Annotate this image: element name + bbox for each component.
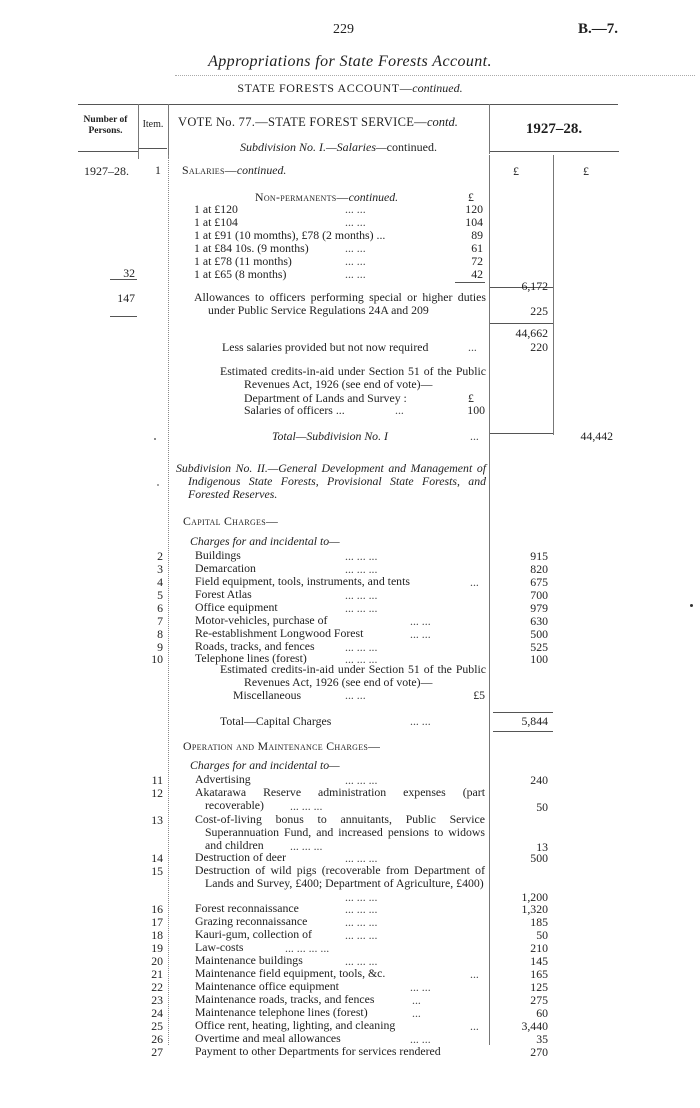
item-number: 24 xyxy=(151,1006,163,1020)
item-number: 7 xyxy=(157,614,163,628)
leader-dots: ... xyxy=(470,575,479,589)
leader-dots: ... ... ... xyxy=(345,851,378,865)
item-number: 9 xyxy=(157,640,163,654)
item-number: 14 xyxy=(151,851,163,865)
item-number: 21 xyxy=(151,967,163,981)
leader-dots: ... ... ... xyxy=(345,588,378,602)
year-label: 1927–28. xyxy=(84,164,129,178)
leader-dots: ... ... ... xyxy=(345,549,378,563)
subdivision-2-heading: Subdivision No. II.—General Development and Management of Indigenous State Forests, Provisional State Forests, and Forested Reserves. xyxy=(176,461,486,501)
salary-amount: 120 xyxy=(465,202,483,216)
leader-dots: ... xyxy=(468,340,477,354)
operation-charges-for: Charges for and incidental to— xyxy=(190,758,340,772)
line-item-label: Demarcation xyxy=(195,561,256,575)
item-number: 22 xyxy=(151,980,163,994)
line-item-amount: 35 xyxy=(536,1032,548,1046)
capital-total-label: Total—Capital Charges xyxy=(220,714,332,728)
leader-dots: ... xyxy=(470,967,479,981)
line-item-amount: 1,200 xyxy=(521,890,548,904)
total-subdivision-1-label: Total—Subdivision No. I xyxy=(272,429,388,443)
leader-dots: ... ... xyxy=(345,241,366,255)
capital-charges-heading: Capital Charges— xyxy=(183,514,279,528)
leader-dots: ... ... ... xyxy=(290,839,323,853)
item-number: 4 xyxy=(157,575,163,589)
line-item-label: Kauri-gum, collection of xyxy=(195,927,312,941)
line-item-amount: 165 xyxy=(530,967,548,981)
line-item-amount: 210 xyxy=(530,941,548,955)
salary-line: 1 at £65 (8 months) xyxy=(194,267,287,281)
leader-dots: ... ... ... xyxy=(345,652,378,666)
line-item-amount: 50 xyxy=(536,800,548,814)
item-number: 13 xyxy=(151,813,163,827)
persons-count: 32 xyxy=(123,266,135,280)
less-salaries-amount: 220 xyxy=(530,340,548,354)
line-item-label: Cost-of-living bonus to annuitants, Public Service Superannuation Fund, and increased pensions to widows and children xyxy=(195,812,485,852)
gross-amount: 44,662 xyxy=(515,326,548,340)
line-item-amount: 820 xyxy=(530,562,548,576)
persons-count: 147 xyxy=(117,291,135,305)
leader-dots: ... ... xyxy=(345,267,366,281)
leader-dots: ... ... ... xyxy=(345,915,378,929)
line-item-amount: 1,320 xyxy=(521,902,548,916)
line-item-label: Motor-vehicles, purchase of xyxy=(195,613,328,627)
line-item-label: Maintenance office equipment xyxy=(195,979,339,993)
line-item-amount: 500 xyxy=(530,627,548,641)
non-permanents-pound: £ xyxy=(468,190,474,204)
item-number: 17 xyxy=(151,915,163,929)
item-number: 8 xyxy=(157,627,163,641)
line-item-label: Akatarawa Reserve administration expenses (part recoverable) xyxy=(195,785,485,812)
less-salaries-line: Less salaries provided but not now required xyxy=(222,340,429,354)
item-number: 19 xyxy=(151,941,163,955)
salary-amount: 104 xyxy=(465,215,483,229)
leader-dots: ... ... xyxy=(410,627,431,641)
subtotal-amount: 6,172 xyxy=(521,279,548,293)
print-fleck xyxy=(157,484,159,486)
line-item-label: Forest Atlas xyxy=(195,587,252,601)
leader-dots: ... ... xyxy=(410,980,431,994)
item-number: 26 xyxy=(151,1032,163,1046)
allowances-amount: 225 xyxy=(530,304,548,318)
item-number: 11 xyxy=(151,773,163,787)
vote-heading: VOTE No. 77.—STATE FOREST SERVICE—contd. xyxy=(178,115,458,129)
line-item-amount: 3,440 xyxy=(521,1019,548,1033)
line-item-amount: 675 xyxy=(530,575,548,589)
leader-dots: ... ... xyxy=(345,215,366,229)
salary-line: 1 at £84 10s. (9 months) xyxy=(194,241,309,255)
leader-dots: ... ... ... ... xyxy=(285,941,330,955)
leader-dots: ... xyxy=(412,993,421,1007)
salary-amount: 89 xyxy=(471,228,483,242)
non-permanents-heading: Non-permanents—continued. xyxy=(255,190,399,204)
line-item-label: Maintenance field equipment, tools, &c. xyxy=(195,966,386,980)
leader-dots: ... ... ... xyxy=(345,773,378,787)
line-item-label: Destruction of wild pigs (recoverable from Department of Lands and Survey, £400; Department of Agriculture, £400) xyxy=(195,863,485,890)
line-item-amount: 50 xyxy=(536,928,548,942)
leader-dots: ... xyxy=(470,1019,479,1033)
leader-dots: ... xyxy=(395,403,404,417)
leader-dots: ... ... ... xyxy=(345,890,378,904)
line-item-amount: 915 xyxy=(530,549,548,563)
capital-total-amount: 5,844 xyxy=(521,714,548,728)
capital-misc-amount: £5 xyxy=(473,688,485,702)
capital-charges-for: Charges for and incidental to— xyxy=(190,534,340,548)
leader-dots: ... ... ... xyxy=(345,902,378,916)
capital-credits-line: Estimated credits-in-aid under Section 51 of the Public Revenues Act, 1926 (see end of vote)— xyxy=(220,662,486,689)
credits-amount: 100 xyxy=(467,403,485,417)
item-number: 5 xyxy=(157,588,163,602)
leader-dots: ... ... ... xyxy=(290,799,323,813)
line-item-label: Overtime and meal allowances xyxy=(195,1031,341,1045)
leader-dots: ... ... ... xyxy=(345,562,378,576)
salary-amount: 72 xyxy=(471,254,483,268)
line-item-label: Advertising xyxy=(195,772,251,786)
item-number: 3 xyxy=(157,562,163,576)
line-item-amount: 185 xyxy=(530,915,548,929)
line-item-label: Field equipment, tools, instruments, and tents xyxy=(195,574,410,588)
line-item-label: Law-costs xyxy=(195,940,244,954)
table-top-rule xyxy=(78,104,618,105)
item-number: 15 xyxy=(151,864,163,878)
item-number: 1 xyxy=(155,163,161,177)
leader-dots: ... ... ... xyxy=(345,954,378,968)
pound-sign-col2: £ xyxy=(583,164,589,178)
leader-dots: ... ... xyxy=(345,254,366,268)
column-header-number-of-persons: Number of Persons. xyxy=(83,115,128,136)
line-item-label: Grazing reconnaissance xyxy=(195,914,308,928)
leader-dots: ... ... ... xyxy=(345,601,378,615)
page-number: 229 xyxy=(333,22,354,37)
line-item-amount: 275 xyxy=(530,993,548,1007)
line-item-amount: 500 xyxy=(530,851,548,865)
leader-dots: ... ... xyxy=(410,1032,431,1046)
line-item-label: Telephone lines (forest) xyxy=(195,651,307,665)
line-item-amount: 700 xyxy=(530,588,548,602)
print-fleck xyxy=(154,438,156,440)
item-number: 6 xyxy=(157,601,163,615)
salaries-heading: Salaries—continued. xyxy=(182,163,287,177)
subdivision-1-heading: Subdivision No. I.—Salaries—continued. xyxy=(240,140,437,154)
salary-line: 1 at £91 (10 momths), £78 (2 months) ... xyxy=(194,228,386,242)
credits-department: Department of Lands and Survey : xyxy=(244,391,407,405)
page-mark xyxy=(690,604,693,607)
item-number: 10 xyxy=(151,652,163,666)
line-item-amount: 125 xyxy=(530,980,548,994)
line-item-label: Maintenance roads, tracks, and fences xyxy=(195,992,375,1006)
item-number: 25 xyxy=(151,1019,163,1033)
salary-line: 1 at £104 xyxy=(194,215,238,229)
line-item-amount: 525 xyxy=(530,640,548,654)
credits-salaries: Salaries of officers ... xyxy=(244,403,345,417)
page-subtitle: STATE FORESTS ACCOUNT—continued. xyxy=(237,81,463,95)
salary-line: 1 at £120 xyxy=(194,202,238,216)
line-item-amount: 270 xyxy=(530,1045,548,1059)
line-item-label: Maintenance telephone lines (forest) xyxy=(195,1005,368,1019)
line-item-label: Buildings xyxy=(195,548,241,562)
credits-in-aid-line: Estimated credits-in-aid under Section 51 of the Public Revenues Act, 1926 (see end of vote)— xyxy=(220,364,486,391)
leader-dots: ... xyxy=(470,429,479,443)
page-reference: B.—7. xyxy=(578,21,619,37)
line-item-label: Maintenance buildings xyxy=(195,953,303,967)
salary-line: 1 at £78 (11 months) xyxy=(194,254,292,268)
leader-dots: ... ... xyxy=(410,614,431,628)
item-number: 16 xyxy=(151,902,163,916)
salary-amount: 42 xyxy=(471,267,483,281)
line-item-label: Office equipment xyxy=(195,600,278,614)
line-item-label: Roads, tracks, and fences xyxy=(195,639,315,653)
line-item-label: Forest reconnaissance xyxy=(195,901,299,915)
page-title: Appropriations for State Forests Account. xyxy=(208,53,492,70)
line-item-label: Office rent, heating, lighting, and cleaning xyxy=(195,1018,396,1032)
line-item-amount: 630 xyxy=(530,614,548,628)
item-number: 20 xyxy=(151,954,163,968)
line-item-amount: 145 xyxy=(530,954,548,968)
item-number: 2 xyxy=(157,549,163,563)
line-item-label: Payment to other Departments for services rendered xyxy=(195,1044,441,1058)
leader-dots: ... ... ... xyxy=(345,640,378,654)
line-item-label: Re-establishment Longwood Forest xyxy=(195,626,364,640)
line-item-amount: 240 xyxy=(530,773,548,787)
item-number: 18 xyxy=(151,928,163,942)
item-number: 27 xyxy=(151,1045,163,1059)
item-number: 23 xyxy=(151,993,163,1007)
item-number: 12 xyxy=(151,786,163,800)
column-header-year: 1927–28. xyxy=(525,121,583,137)
leader-dots: ... ... xyxy=(345,688,366,702)
line-item-amount: 60 xyxy=(536,1006,548,1020)
line-item-amount: 13 xyxy=(536,840,548,854)
allowances-line: Allowances to officers performing special or higher duties under Public Service Regulations 24A and 209 xyxy=(194,290,486,317)
line-item-amount: 979 xyxy=(530,601,548,615)
operation-maintenance-heading: Operation and Maintenance Charges— xyxy=(183,739,381,753)
leader-dots: ... ... xyxy=(345,202,366,216)
credits-pound: £ xyxy=(468,391,474,405)
capital-misc-label: Miscellaneous xyxy=(233,688,302,702)
column-header-item: Item. xyxy=(142,119,164,130)
leader-dots: ... ... ... xyxy=(345,928,378,942)
leader-dots: ... ... xyxy=(410,714,431,728)
leader-dots: ... xyxy=(412,1006,421,1020)
line-item-amount: 100 xyxy=(530,652,548,666)
pound-sign-col1: £ xyxy=(513,164,519,178)
line-item-label: Destruction of deer xyxy=(195,850,287,864)
salary-amount: 61 xyxy=(471,241,483,255)
total-subdivision-1-amount: 44,442 xyxy=(580,429,613,443)
